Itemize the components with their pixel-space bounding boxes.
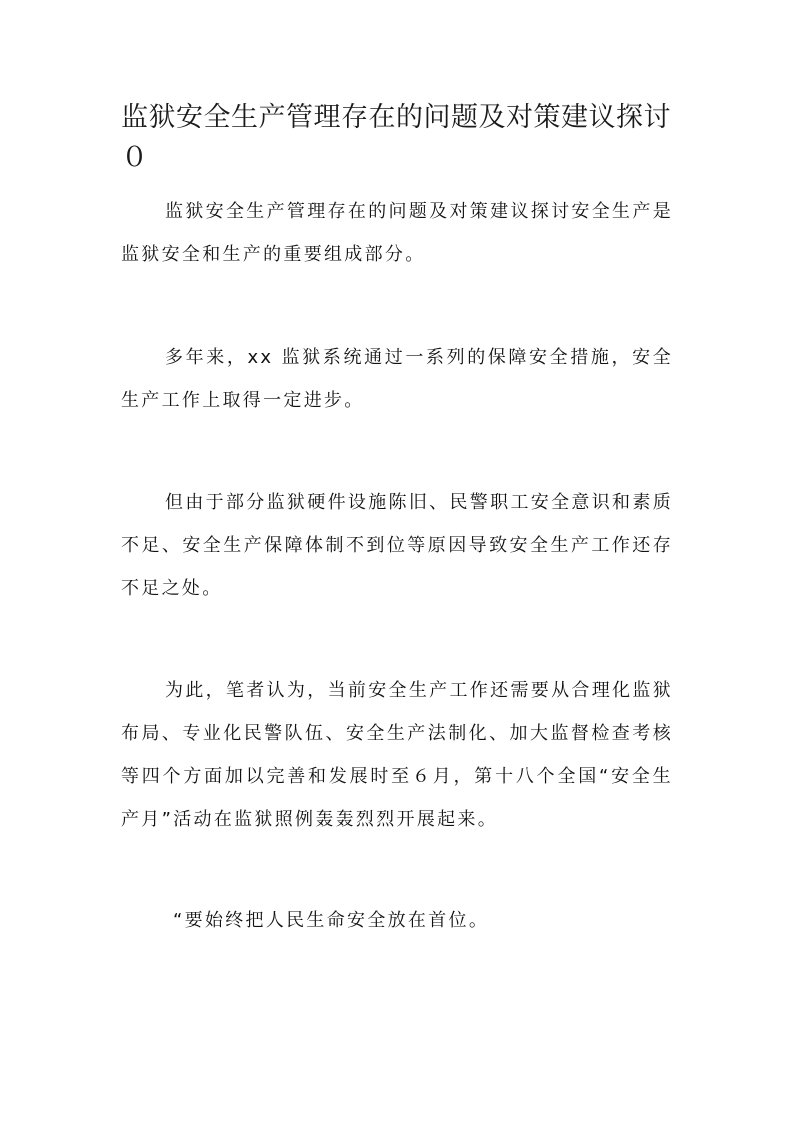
paragraph-intro: 监狱安全生产管理存在的问题及对策建议探讨安全生产是监狱安全和生产的重要组成部分。 bbox=[121, 201, 673, 265]
document-title: 监狱安全生产管理存在的问题及对策建议探讨０ bbox=[121, 102, 671, 173]
paragraph-problems: 但由于部分监狱硬件设施陈旧、民警职工安全意识和素质不足、安全生产保障体制不到位等原因导致安全生产工作还存不足之处。 bbox=[121, 492, 673, 599]
paragraph-quote: “要始终把人民生命安全放在首位。 bbox=[173, 910, 490, 931]
paragraph-countermeasures: 为此，笔者认为，当前安全生产工作还需要从合理化监狱布局、专业化民警队伍、安全生产法制化、加大监督检查考核等四个方面加以完善和发展时至６月，第十八个全国“安全生产月”活动在监狱照例轰轰烈烈开展起来。 bbox=[121, 680, 673, 830]
paragraph-progress: 多年来，xx 监狱系统通过一系列的保障安全措施，安全生产工作上取得一定进步。 bbox=[121, 347, 673, 411]
